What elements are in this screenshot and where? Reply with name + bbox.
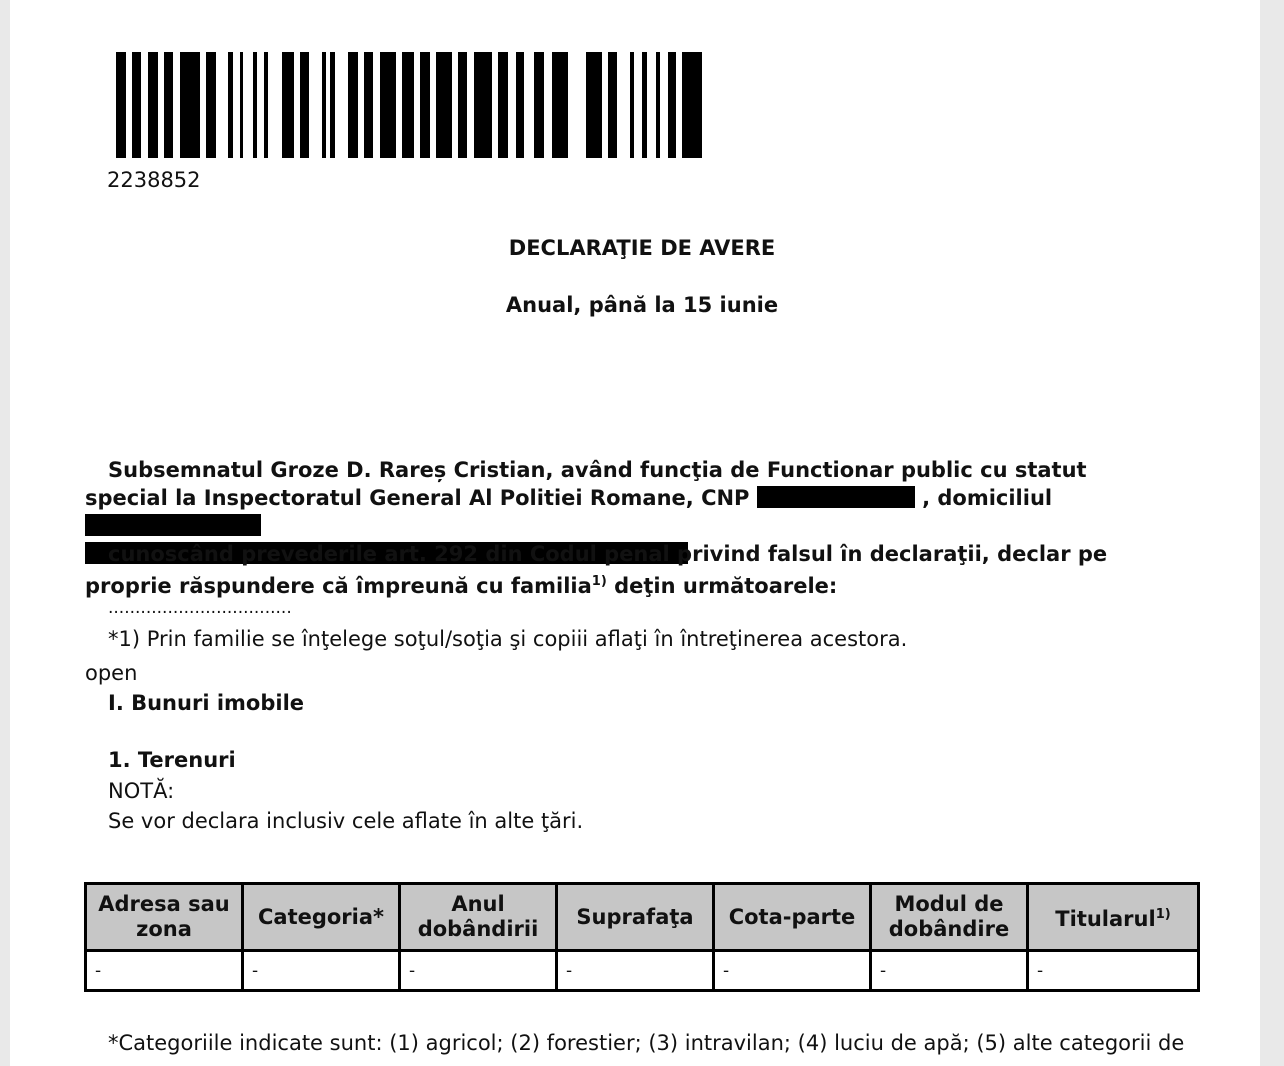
statement-text: cunoscând prevederile art. 292 din Codul penal privind falsul în declaraţii, declar pe proprie răspundere că împreună cu familia bbox=[85, 542, 1108, 598]
land-table bbox=[84, 882, 1200, 992]
redacted-address-1 bbox=[85, 514, 261, 536]
dotted-line: .................................. bbox=[108, 598, 292, 618]
barcode-number: 2238852 bbox=[107, 168, 201, 192]
statement-footnote-ref: 1) bbox=[591, 574, 607, 589]
header-year: Anul dobândirii bbox=[400, 884, 557, 951]
nota-text: Se vor declara inclusiv cele aflate în alte ţări. bbox=[108, 809, 584, 833]
header-area: Suprafaţa bbox=[557, 884, 714, 951]
table-row bbox=[86, 951, 1199, 991]
open-marker: open bbox=[85, 661, 138, 685]
declarant-text: Subsemnatul Groze D. Rareș Cristian, având funcţia de Functionar public cu statut special la Inspectoratul General Al Politiei Romane, CNP bbox=[85, 458, 1087, 510]
section-title: I. Bunuri imobile bbox=[108, 691, 305, 715]
table-cell: - bbox=[86, 951, 243, 991]
header-acquisition: Modul de dobândire bbox=[871, 884, 1028, 951]
table-cell: - bbox=[871, 951, 1028, 991]
table-cell: - bbox=[400, 951, 557, 991]
table-header-row bbox=[86, 884, 1199, 951]
nota-label: NOTĂ: bbox=[108, 779, 175, 803]
statement-paragraph bbox=[85, 540, 1165, 600]
header-address: Adresa sau zona bbox=[86, 884, 243, 951]
table-cell: - bbox=[1028, 951, 1199, 991]
header-category: Categoria* bbox=[243, 884, 400, 951]
category-note: *Categoriile indicate sunt: (1) agricol; (2) forestier; (3) intravilan; (4) luciu de apă; (5) alte categorii de bbox=[108, 1031, 1185, 1055]
redacted-cnp bbox=[757, 486, 915, 508]
document-subtitle: Anual, până la 15 iunie bbox=[505, 293, 779, 317]
barcode bbox=[116, 52, 706, 158]
family-footnote: *1) Prin familie se înţelege soţul/soţia şi copiii aflaţi în întreţinerea acestora. bbox=[108, 627, 908, 651]
owner-footnote-ref: 1) bbox=[1155, 907, 1171, 922]
document-title: DECLARAŢIE DE AVERE bbox=[508, 236, 776, 260]
header-owner: Titularul$^{1)}$ bbox=[1028, 884, 1199, 951]
domicile-label: , domiciliul bbox=[922, 486, 1053, 510]
statement-end: deţin următoarele: bbox=[614, 574, 838, 598]
table-cell: - bbox=[243, 951, 400, 991]
table-cell: - bbox=[557, 951, 714, 991]
document-page bbox=[10, 0, 1260, 1066]
table-cell: - bbox=[714, 951, 871, 991]
header-share: Cota-parte bbox=[714, 884, 871, 951]
subsection-title: 1. Terenuri bbox=[108, 748, 236, 772]
